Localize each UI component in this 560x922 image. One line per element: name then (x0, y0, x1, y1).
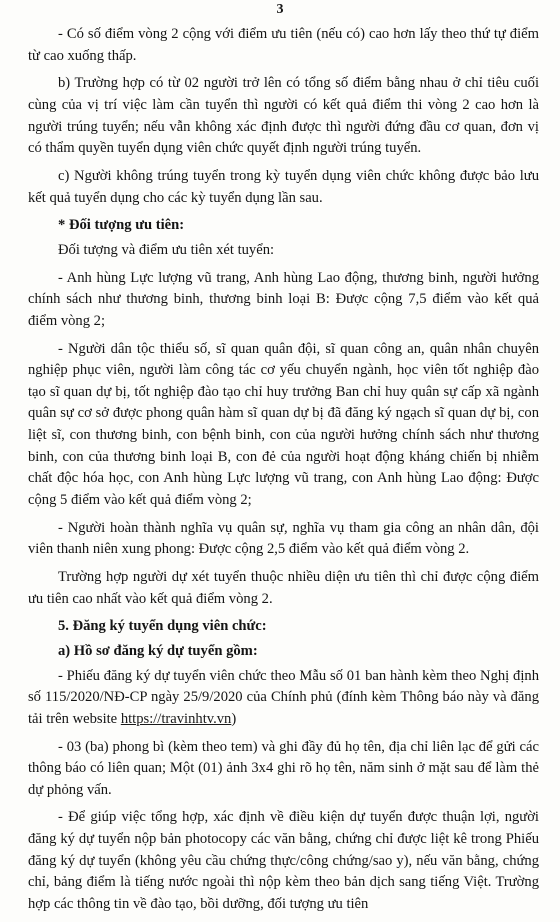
paragraph-text: - Phiếu đăng ký dự tuyển viên chức theo Mẫu số 01 ban hành kèm theo Nghị định số 115/2020/NĐ-CP ngày 25/9/2020 của Chính phủ (đính kèm Thông báo này và đăng tải trên website (28, 667, 539, 727)
paragraph: - Có số điểm vòng 2 cộng với điểm ưu tiên (nếu có) cao hơn lấy theo thứ tự điểm từ cao xuống thấp. (28, 26, 539, 64)
section-heading-priority: * Đối tượng ưu tiên: (58, 217, 185, 234)
list-item: - Để giúp việc tổng hợp, xác định về điều kiện dự tuyển được thuận lợi, người đăng ký dự tuyển nộp bản photocopy các văn bằng, chứng chỉ được liệt kê trong Phiếu đăng ký dự tuyển (không yêu cầu chứng thực/công chứng/sao y), nếu văn bằng, chứng chỉ, bảng điểm là tiếng nước ngoài thì nộp kèm theo bản dịch sang tiếng Việt. Trường hợp các thông tin về đào tạo, bồi dưỡng, đối tượng ưu tiên (28, 809, 539, 912)
section-heading-registration: 5. Đăng ký tuyển dụng viên chức: (58, 618, 267, 635)
paragraph: Trường hợp người dự xét tuyển thuộc nhiều diện ưu tiên thì chỉ được cộng điểm ưu tiên cao nhất vào kết quả điểm vòng 2. (28, 568, 539, 607)
subsection-heading-documents: a) Hồ sơ đăng ký dự tuyển gồm: (58, 642, 258, 659)
paragraph: c) Người không trúng tuyển trong kỳ tuyển dụng viên chức không được bảo lưu kết quả tuyển dụng cho các kỳ tuyển dụng lần sau. (28, 167, 539, 206)
paragraph: Đối tượng và điểm ưu tiên xét tuyển: (58, 241, 275, 258)
page-number: 3 (276, 2, 284, 17)
list-item (28, 666, 539, 731)
website-link[interactable]: https://travinhtv.vn (120, 710, 232, 727)
list-item: - Người hoàn thành nghĩa vụ quân sự, nghĩa vụ tham gia công an nhân dân, đội viên thanh niên xung phong: Được cộng 2,5 điểm vào kết quả điểm vòng 2. (28, 519, 539, 558)
paragraph: b) Trường hợp có từ 02 người trở lên có tổng số điểm bằng nhau ở chỉ tiêu cuối cùng của vị trí việc làm cần tuyển thì người có kết quả điểm thi vòng 2 cao hơn là người trúng tuyển; nếu vẫn không xác định được thì người đứng đầu cơ quan, đơn vị có thẩm quyền tuyển dụng viên chức quyết định người trúng tuyển. (28, 75, 539, 157)
paragraph-text: ) (231, 710, 237, 727)
list-item: - 03 (ba) phong bì (kèm theo tem) và ghi đầy đủ họ tên, địa chỉ liên lạc để gửi các thông báo có liên quan; Một (01) ảnh 3x4 ghi rõ họ tên, năm sinh ở mặt sau để làm thẻ dự phỏng vấn. (28, 738, 539, 798)
document-body (28, 24, 539, 922)
list-item: - Người dân tộc thiểu số, sĩ quan quân đội, sĩ quan công an, quân nhân chuyên nghiệp phục viên, người làm công tác cơ yếu chuyển ngành, học viên tốt nghiệp đào tạo sĩ quan dự bị, tốt nghiệp đào tạo chỉ huy trưởng Ban chỉ huy quân sự cấp xã ngành quân sự cơ sở được phong quân hàm sĩ quan dự bị đã đăng ký ngạch sĩ quan dự bị, con liệt sĩ, con thương binh, con bệnh binh, con của người hưởng chính sách như thương binh, con của thương binh loại B, con đẻ của người hoạt động kháng chiến bị nhiễm chất độc hóa học, con Anh hùng Lực lượng vũ trang, con Anh hùng Lao động: Được cộng 5 điểm vào kết quả điểm vòng 2; (28, 340, 539, 508)
list-item: - Anh hùng Lực lượng vũ trang, Anh hùng Lao động, thương binh, người hưởng chính sách như thương binh, thương binh loại B: Được cộng 7,5 điểm vào kết quả điểm vòng 2; (28, 269, 539, 329)
